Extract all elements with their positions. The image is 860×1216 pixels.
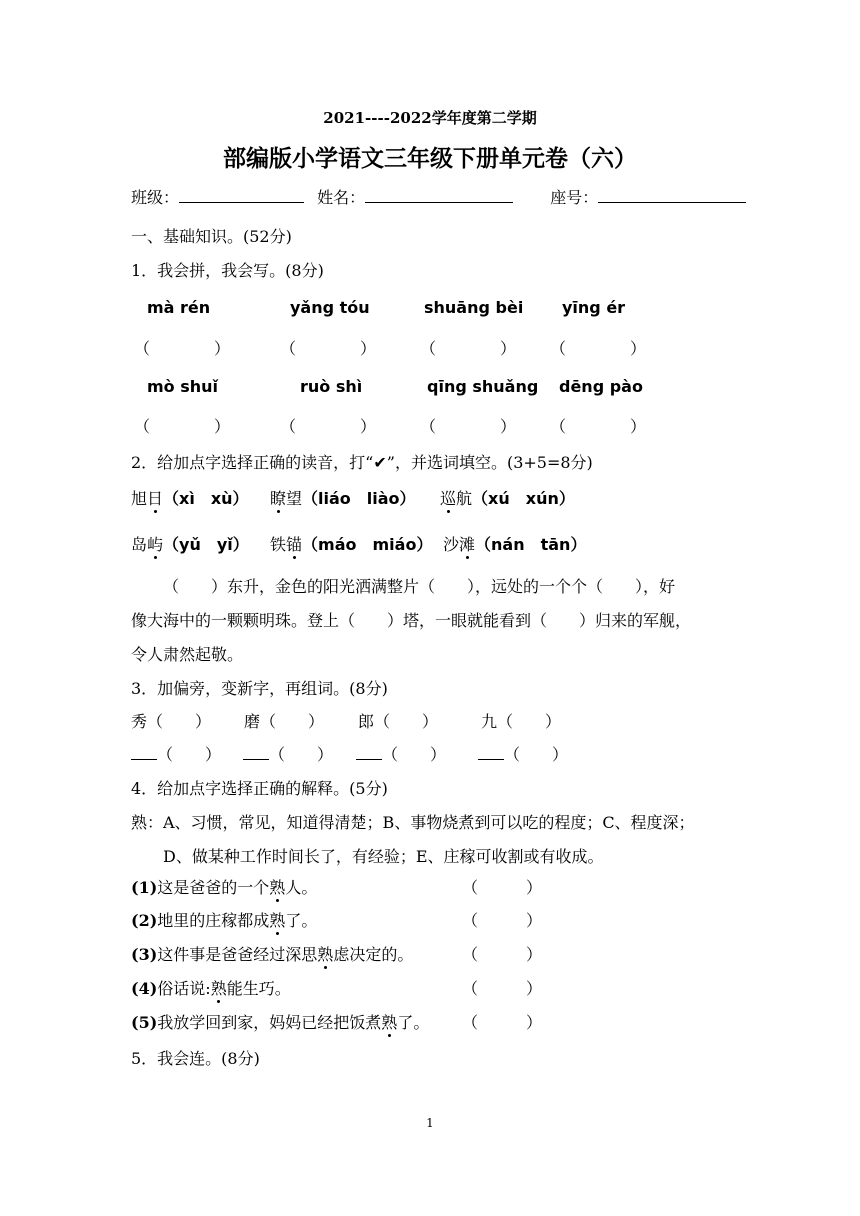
seat-field[interactable] xyxy=(598,188,746,203)
pinyin-5: mò shuǐ xyxy=(147,377,219,396)
dotted-char: 熟 xyxy=(269,911,286,930)
fill-paragraph-line[interactable]: （ ）东升，金色的阳光洒满整片（ ），远处的一个个（ ），好 xyxy=(163,577,676,596)
answer-paren[interactable]: （ ） xyxy=(134,417,231,436)
q2-item[interactable]: 瞭望（liáo liào） xyxy=(270,489,416,508)
new-char-row[interactable] xyxy=(356,742,446,765)
new-char-row[interactable] xyxy=(243,742,333,765)
answer-paren[interactable]: （ ） xyxy=(269,745,334,764)
answer-paren[interactable]: （ ） xyxy=(260,712,325,731)
pinyin-6: ruò shì xyxy=(300,377,363,396)
q4-title: 4．给加点字选择正确的解释。(5分) xyxy=(131,779,388,798)
pinyin-7: qīng shuǎng xyxy=(427,377,539,396)
page-title: 部编版小学语文三年级下册单元卷（六） xyxy=(223,146,637,172)
pinyin-8: dēng pào xyxy=(559,377,643,396)
new-char-row[interactable] xyxy=(478,742,568,765)
dotted-char: 熟 xyxy=(381,1013,398,1032)
fill-paragraph-line: 令人肃然起敬。 xyxy=(131,645,244,664)
answer-paren[interactable]: （ ） xyxy=(550,417,647,436)
answer-paren[interactable]: （ ） xyxy=(134,339,231,358)
answer-paren[interactable]: （ ） xyxy=(462,1013,543,1032)
dotted-char: 熟 xyxy=(210,979,227,998)
q2-title: 2．给加点字选择正确的读音，打“✔”，并选词填空。(3+5=8分) xyxy=(131,453,593,472)
pinyin-2: yǎng tóu xyxy=(290,298,370,317)
answer-paren[interactable]: （ ） xyxy=(382,745,447,764)
fill-paragraph-line[interactable]: 像大海中的一颗颗明珠。登上（ ）塔，一眼就能看到（ ）归来的军舰， xyxy=(131,611,692,630)
reading-options[interactable]: （xú xún） xyxy=(472,489,575,508)
radical-row xyxy=(244,709,324,732)
dotted-char: 巡 xyxy=(440,489,457,508)
pinyin-4: yīng ér xyxy=(562,298,626,317)
base-char: 磨 xyxy=(244,712,261,731)
radical-row xyxy=(131,709,211,732)
pinyin-3: shuāng bèi xyxy=(424,298,524,317)
q2-item[interactable]: 铁锚（máo miáo） xyxy=(270,535,433,554)
new-char-blank[interactable] xyxy=(478,747,504,760)
answer-paren[interactable]: （ ） xyxy=(504,745,569,764)
q2-item[interactable]: 沙滩（nán tān） xyxy=(443,535,587,554)
reading-options[interactable]: （liáo liào） xyxy=(302,489,416,508)
new-char-row[interactable] xyxy=(131,742,221,765)
answer-paren[interactable]: （ ） xyxy=(462,911,543,930)
name-field[interactable] xyxy=(365,188,513,203)
base-char: 郎 xyxy=(358,712,375,731)
answer-paren[interactable]: （ ） xyxy=(550,339,647,358)
answer-paren[interactable]: （ ） xyxy=(420,339,517,358)
q2-item[interactable]: 旭日（xì xù） xyxy=(131,489,249,508)
section1-title: 一、基础知识。(52分) xyxy=(131,227,292,246)
answer-paren[interactable]: （ ） xyxy=(462,878,543,897)
q5-title: 5．我会连。(8分) xyxy=(131,1049,260,1068)
q4-item: (5)我放学回到家，妈妈已经把饭煮熟了。 xyxy=(131,1013,430,1032)
answer-paren[interactable]: （ ） xyxy=(497,712,562,731)
answer-paren[interactable]: （ ） xyxy=(157,745,222,764)
base-char: 九 xyxy=(481,712,498,731)
q4-item: (4)俗话说:熟能生巧。 xyxy=(131,979,291,998)
reading-options[interactable]: （nán tān） xyxy=(475,535,587,554)
definition-line: 熟：A、习惯，常见，知道得清楚；B、事物烧煮到可以吃的程度；C、程度深； xyxy=(131,813,695,832)
answer-paren[interactable]: （ ） xyxy=(147,712,212,731)
dotted-char: 屿 xyxy=(147,535,164,554)
dotted-char: 日 xyxy=(147,489,164,508)
name-label: 姓名： xyxy=(317,188,366,207)
radical-row xyxy=(358,709,438,732)
class-field[interactable] xyxy=(179,188,304,203)
page-number: 1 xyxy=(426,1116,434,1130)
dotted-char: 熟 xyxy=(317,945,334,964)
pinyin-1: mà rén xyxy=(147,298,211,317)
q4-item: (1)这是爸爸的一个熟人。 xyxy=(131,878,318,897)
reading-options[interactable]: （yǔ yǐ） xyxy=(163,535,249,554)
new-char-blank[interactable] xyxy=(131,747,157,760)
dotted-char: 瞭 xyxy=(270,489,287,508)
new-char-blank[interactable] xyxy=(356,747,382,760)
dotted-char: 熟 xyxy=(269,878,286,897)
reading-options[interactable]: （máo miáo） xyxy=(302,535,433,554)
q2-item[interactable]: 巡航（xú xún） xyxy=(440,489,575,508)
seat-label: 座号： xyxy=(550,188,599,207)
reading-options[interactable]: （xì xù） xyxy=(163,489,249,508)
q3-title: 3．加偏旁，变新字，再组词。(8分) xyxy=(131,679,388,698)
class-label: 班级： xyxy=(131,188,180,207)
answer-paren[interactable]: （ ） xyxy=(374,712,439,731)
radical-row xyxy=(481,709,561,732)
answer-paren[interactable]: （ ） xyxy=(280,339,377,358)
base-char: 秀 xyxy=(131,712,148,731)
year-line: 2021----2022学年度第二学期 xyxy=(323,109,537,127)
dotted-char: 滩 xyxy=(459,535,476,554)
dotted-char: 锚 xyxy=(286,535,303,554)
definition-line: D、做某种工作时间长了，有经验；E、庄稼可收割或有收成。 xyxy=(163,847,604,866)
answer-paren[interactable]: （ ） xyxy=(462,979,543,998)
q4-item: (3)这件事是爸爸经过深思熟虑决定的。 xyxy=(131,945,414,964)
answer-paren[interactable]: （ ） xyxy=(420,417,517,436)
answer-paren[interactable]: （ ） xyxy=(462,945,543,964)
info-line xyxy=(131,185,746,208)
q1-title: 1．我会拼，我会写。(8分) xyxy=(131,261,324,280)
new-char-blank[interactable] xyxy=(243,747,269,760)
q2-item[interactable]: 岛屿（yǔ yǐ） xyxy=(131,535,249,554)
answer-paren[interactable]: （ ） xyxy=(280,417,377,436)
q4-item: (2)地里的庄稼都成熟了。 xyxy=(131,911,318,930)
